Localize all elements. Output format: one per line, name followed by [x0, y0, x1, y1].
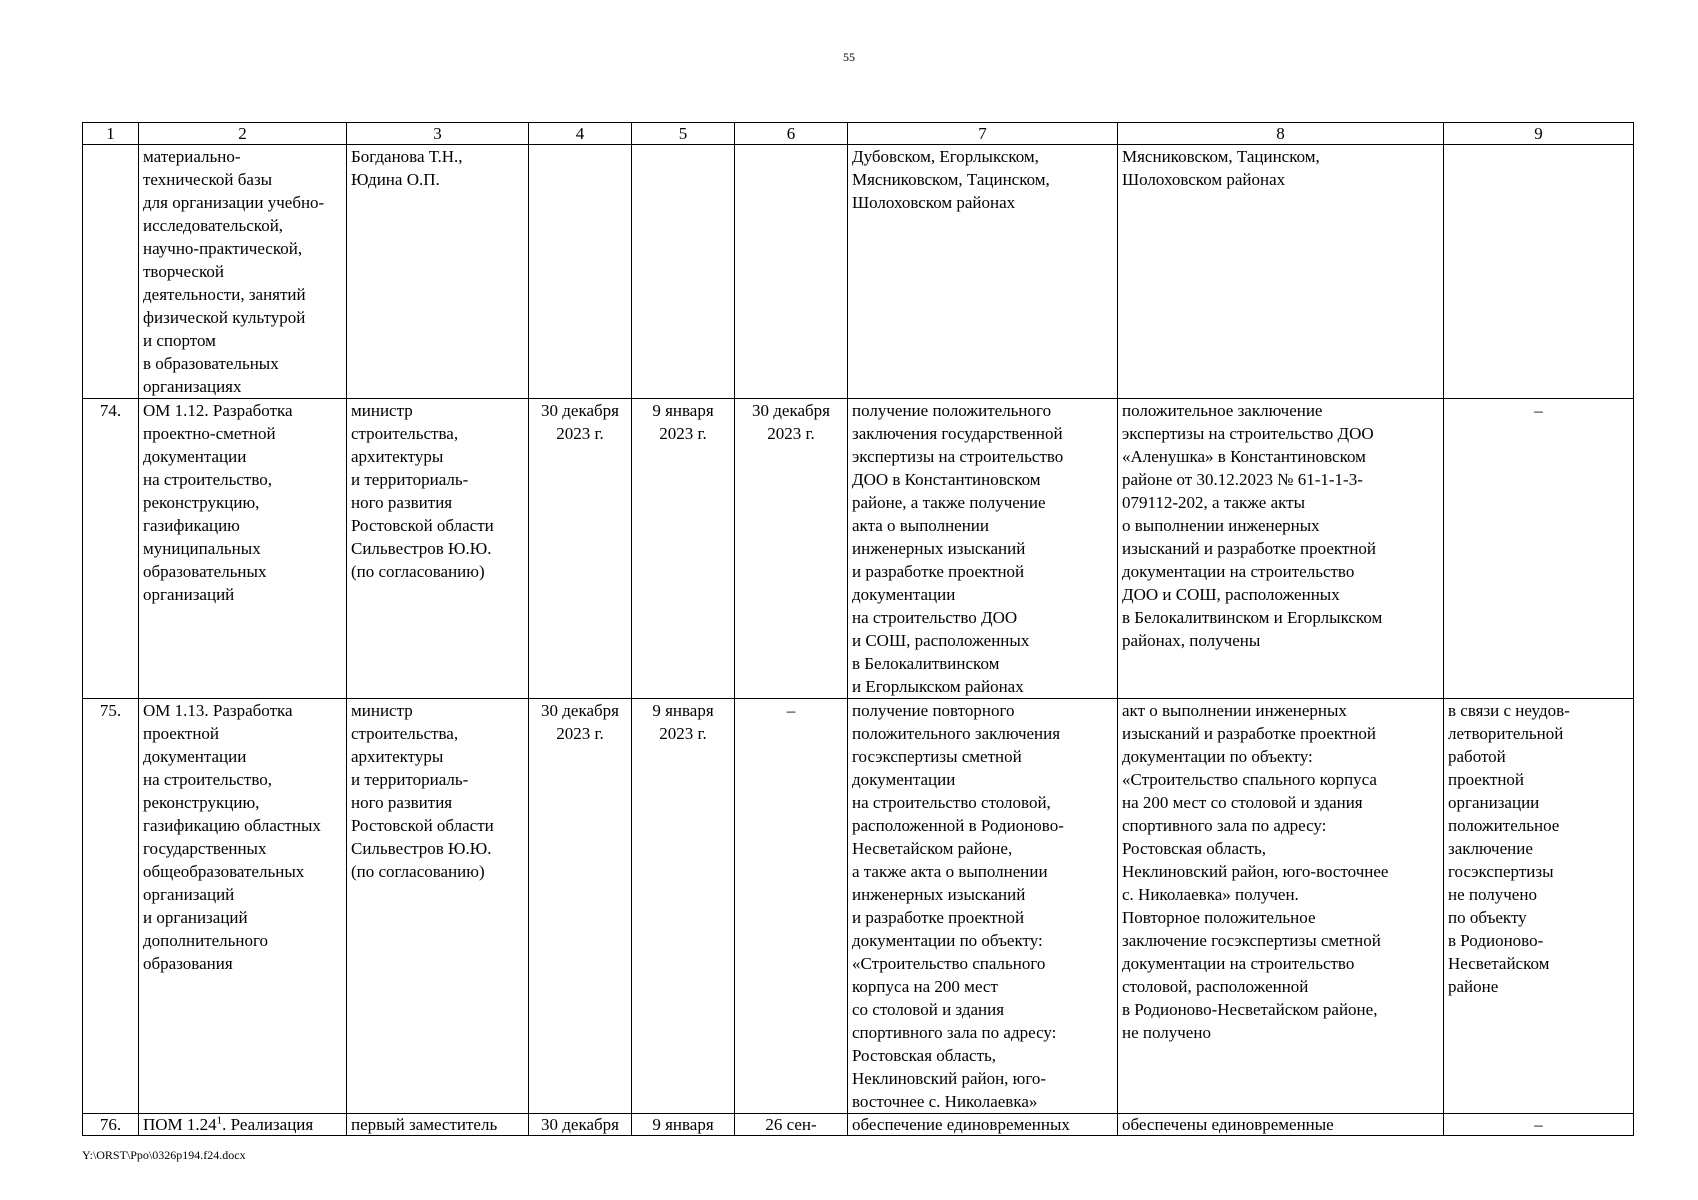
table-row	[83, 699, 1634, 1114]
column-number: 5	[632, 123, 735, 145]
column-number: 2	[139, 123, 347, 145]
event-superscript: 1	[216, 1114, 223, 1127]
fact-date-cell	[632, 145, 735, 399]
column-number: 6	[735, 123, 848, 145]
responsible-cell: Богданова Т.Н., Юдина О.П.	[347, 145, 529, 399]
date3-cell	[735, 145, 848, 399]
row-number: 75.	[83, 699, 139, 1114]
plan-date-cell: 30 декабря 2023 г.	[529, 699, 632, 1114]
plan-date-cell: 30 декабря	[529, 1114, 632, 1136]
expected-result-cell: получение повторного положительного заключения госэкспертизы сметной документации на строительство столовой, расположенной в Родионово- Несветайском районе, а также акта о выполнении инженерных изысканий и разработке проектной документации по объекту: «Строительство спального корпуса на 200 мест со столовой и здания спортивного зала по адресу: Ростовская область, Неклиновский район, юго- восточнее с. Николаевка»	[848, 699, 1118, 1114]
event-cell: ОМ 1.13. Разработка проектной документации на строительство, реконструкцию, газификацию областных государственных общеобразовательных организаций и организаций дополнительного образования	[139, 699, 347, 1114]
fact-date-cell: 9 января 2023 г.	[632, 399, 735, 699]
column-number-row	[83, 123, 1634, 145]
row-number	[83, 145, 139, 399]
actual-result-cell: положительное заключение экспертизы на строительство ДОО «Аленушка» в Константиновском районе от 30.12.2023 № 61-1-1-3- 079112-202, а также акты о выполнении инженерных изысканий и разработке проектной документации на строительство ДОО и СОШ, расположенных в Белокалитвинском и Егорлыкском районах, получены	[1118, 399, 1444, 699]
column-number: 7	[848, 123, 1118, 145]
note-cell: –	[1444, 1114, 1634, 1136]
note-cell: в связи с неудов- летворительной работой проектной организации положительное заключение госэкспертизы не получено по объекту в Родионово- Несветайском районе	[1444, 699, 1634, 1114]
event-prefix: ПОМ 1.24	[143, 1115, 217, 1134]
expected-result-cell: получение положительного заключения государственной экспертизы на строительство ДОО в Константиновском районе, а также получение акта о выполнении инженерных изысканий и разработке проектной документации на строительство ДОО и СОШ, расположенных в Белокалитвинском и Егорлыкском районах	[848, 399, 1118, 699]
responsible-cell: министр строительства, архитектуры и территориаль- ного развития Ростовской области Сильвестров Ю.Ю. (по согласованию)	[347, 399, 529, 699]
column-number: 3	[347, 123, 529, 145]
expected-result-cell: Дубовском, Егорлыкском, Мясниковском, Тацинском, Шолоховском районах	[848, 145, 1118, 399]
note-cell	[1444, 145, 1634, 399]
file-path-footer: Y:\ORST\Ppo\0326p194.f24.docx	[82, 1148, 246, 1162]
date3-cell: –	[735, 699, 848, 1114]
actual-result-cell: обеспечены единовременные	[1118, 1114, 1444, 1136]
actual-result-cell: акт о выполнении инженерных изысканий и разработке проектной документации по объекту: «Строительство спального корпуса на 200 мест со столовой и здания спортивного зала по адресу: Ростовская область, Неклиновский район, юго-восточнее с. Николаевка» получен. Повторное положительное заключение госэкспертизы сметной документации на строительство столовой, расположенной в Родионово-Несветайском районе, не получено	[1118, 699, 1444, 1114]
expected-result-cell: обеспечение единовременных	[848, 1114, 1118, 1136]
column-number: 8	[1118, 123, 1444, 145]
table-row	[83, 1114, 1634, 1136]
column-number: 4	[529, 123, 632, 145]
note-cell: –	[1444, 399, 1634, 699]
row-number: 74.	[83, 399, 139, 699]
report-table	[82, 122, 1634, 1136]
row-number: 76.	[83, 1114, 139, 1136]
responsible-cell: первый заместитель	[347, 1114, 529, 1136]
actual-result-cell: Мясниковском, Тацинском, Шолоховском районах	[1118, 145, 1444, 399]
fact-date-cell: 9 января	[632, 1114, 735, 1136]
page-number: 55	[843, 50, 855, 64]
event-suffix: . Реализация	[222, 1115, 314, 1134]
column-number: 9	[1444, 123, 1634, 145]
table-row	[83, 399, 1634, 699]
plan-date-cell: 30 декабря 2023 г.	[529, 399, 632, 699]
event-cell: ОМ 1.12. Разработка проектно-сметной документации на строительство, реконструкцию, газификацию муниципальных образовательных организаций	[139, 399, 347, 699]
table-row	[83, 145, 1634, 399]
date3-cell: 26 сен-	[735, 1114, 848, 1136]
responsible-cell: министр строительства, архитектуры и территориаль- ного развития Ростовской области Сильвестров Ю.Ю. (по согласованию)	[347, 699, 529, 1114]
plan-date-cell	[529, 145, 632, 399]
column-number: 1	[83, 123, 139, 145]
event-cell	[139, 1114, 347, 1136]
date3-cell: 30 декабря 2023 г.	[735, 399, 848, 699]
event-cell: материально- технической базы для организации учебно- исследовательской, научно-практической, творческой деятельности, занятий физической культурой и спортом в образовательных организациях	[139, 145, 347, 399]
fact-date-cell: 9 января 2023 г.	[632, 699, 735, 1114]
